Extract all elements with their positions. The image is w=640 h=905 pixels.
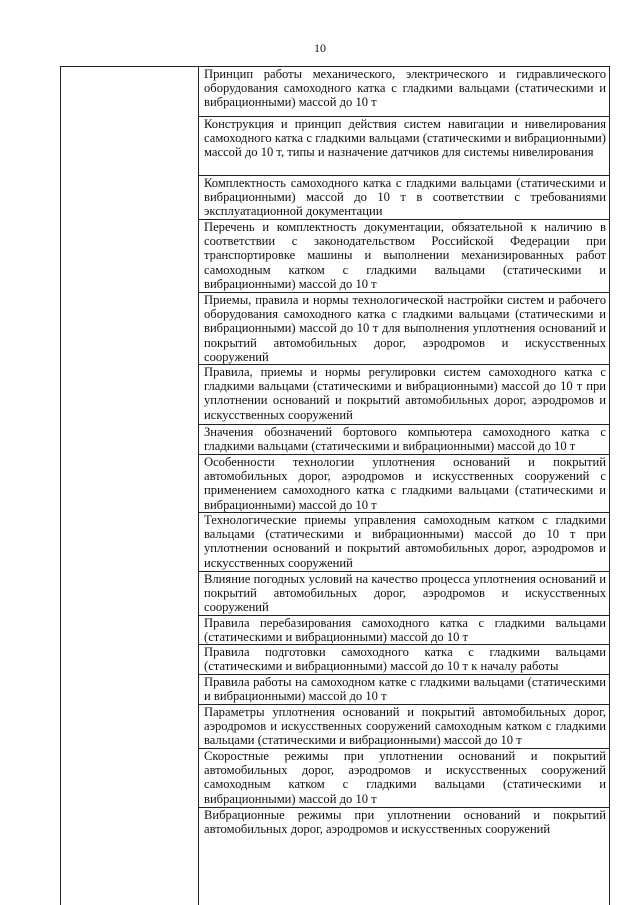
table-row: Комплектность самоходного катка с гладкими вальцами (статическими и вибрационными) массой до 10 т в соответствии с требованиями эксплуатационной документации xyxy=(199,176,609,220)
table-row: Технологические приемы управления самоходным катком с гладкими вальцами (статическими и вибрационными) массой до 10 т при уплотнении оснований и покрытий автомобильных дорог, аэродромов и искусственных сооружений xyxy=(199,513,609,572)
table-row: Правила подготовки самоходного катка с гладкими вальцами (статическими и вибрационными) массой до 10 т к началу работы xyxy=(199,645,609,675)
page-number: 10 xyxy=(314,41,326,55)
requirements-table xyxy=(60,66,610,905)
table-row: Правила, приемы и нормы регулировки систем самоходного катка с гладкими вальцами (статическими и вибрационными) массой до 10 т при уплотнении оснований и покрытий автомобильных дорог, аэродромов и искусственных сооружений xyxy=(199,365,609,425)
table-row: Правила работы на самоходном катке с гладкими вальцами (статическими и вибрационными) массой до 10 т xyxy=(199,675,609,705)
table-row: Правила перебазирования самоходного катка с гладкими вальцами (статическими и вибрационными) массой до 10 т xyxy=(199,616,609,645)
table-row: Скоростные режимы при уплотнении оснований и покрытий автомобильных дорог, аэродромов и искусственных сооружений самоходным катком с гладкими вальцами (статическими и вибрационными) массой до 10 т xyxy=(199,749,609,808)
table-row: Перечень и комплектность документации, обязательной к наличию в соответствии с законодательством Российской Федерации при транспортировке машины и выполнении механизированных работ самоходным катком с гладкими вальцами (статическими и вибрационными) массой до 10 т xyxy=(199,220,609,293)
table-row: Значения обозначений бортового компьютера самоходного катка с гладкими вальцами (статическими и вибрационными) массой до 10 т xyxy=(199,425,609,455)
table-row: Параметры уплотнения оснований и покрытий автомобильных дорог, аэродромов и искусственных сооружений самоходным катком с гладкими вальцами (статическими и вибрационными) массой до 10 т xyxy=(199,705,609,749)
table-right-column xyxy=(199,67,609,848)
table-row: Приемы, правила и нормы технологической настройки систем и рабочего оборудования самоходного катка с гладкими вальцами (статическими и вибрационными) массой до 10 т для выполнения уплотнения оснований и покрытий автомобильных дорог, аэродромов и искусственных сооружений xyxy=(199,293,609,365)
table-row: Принцип работы механического, электрического и гидравлического оборудования самоходного катка с гладкими вальцами (статическими и вибрационными) массой до 10 т xyxy=(199,67,609,117)
table-row: Особенности технологии уплотнения оснований и покрытий автомобильных дорог, аэродромов и искусственных сооружений с применением самоходного катка с гладкими вальцами (статическими и вибрационными) массой до 10 т xyxy=(199,455,609,513)
table-row: Влияние погодных условий на качество процесса уплотнения оснований и покрытий автомобильных дорог, аэродромов и искусственных сооружений xyxy=(199,572,609,616)
table-row: Конструкция и принцип действия систем навигации и нивелирования самоходного катка с гладкими вальцами (статическими и вибрационными) массой до 10 т, типы и назначение датчиков для системы нивелирования xyxy=(199,117,609,176)
table-left-column xyxy=(61,67,199,905)
table-row: Вибрационные режимы при уплотнении оснований и покрытий автомобильных дорог, аэродромов и искусственных сооружений xyxy=(204,808,606,837)
